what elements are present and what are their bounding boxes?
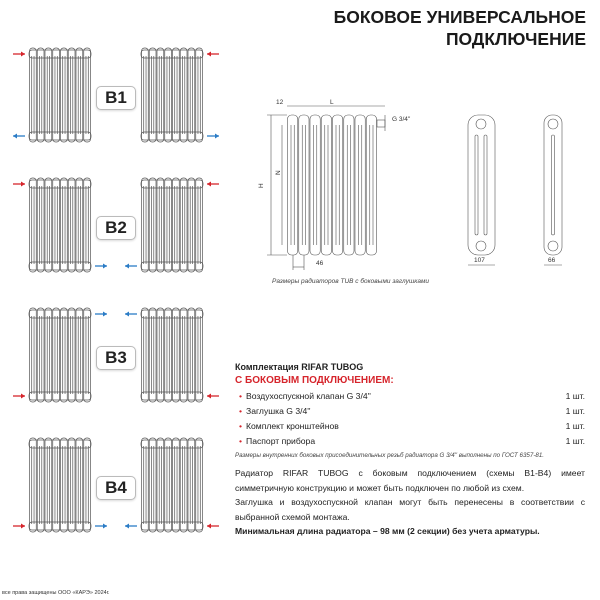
flow-arrow-icon: [13, 134, 25, 139]
flow-arrow-icon: [13, 52, 25, 57]
flow-arrow-icon: [207, 524, 219, 529]
flow-arrow-icon: [125, 312, 137, 317]
dimension-drawing: [267, 106, 562, 270]
kit-list: [235, 391, 585, 446]
kit-heading: Комплектация RIFAR TUBOG: [235, 362, 364, 372]
bullet-icon: •: [239, 391, 243, 401]
flow-arrow-icon: [95, 312, 107, 317]
flow-arrow-icon: [13, 182, 25, 187]
scheme-label-b3: B3: [96, 346, 136, 370]
bullet-icon: •: [239, 436, 243, 446]
radiator-b2-left: [29, 178, 91, 272]
kit-item-qty: 1 шт.: [565, 436, 585, 446]
bullet-icon: •: [239, 421, 243, 431]
description-p3: Минимальная длина радиатора – 98 мм (2 секции) без учета арматуры.: [235, 526, 540, 537]
flow-arrow-icon: [13, 394, 25, 399]
dim-pitch: 46: [316, 260, 324, 267]
flow-arrow-icon: [207, 52, 219, 57]
description-p1: Радиатор RIFAR TUBOG с боковым подключением (схемы В1-В4) имеет симметричную конструкцию и может быть подключен по любой из схем.: [235, 468, 585, 493]
flow-arrow-icon: [207, 182, 219, 187]
scheme-label-b1: B1: [96, 86, 136, 110]
flow-arrow-icon: [13, 524, 25, 529]
page-title: [334, 6, 586, 50]
radiator-b3-left: [29, 308, 91, 402]
title-line-1: БОКОВОЕ УНИВЕРСАЛЬНОЕ: [333, 7, 586, 27]
kit-item-name: [235, 436, 315, 446]
copyright: все права защищены ООО «КАРЭ» 2024г.: [2, 590, 110, 596]
flow-arrow-icon: [95, 524, 107, 529]
dim-depth-side: 66: [548, 257, 556, 264]
kit-note: Размеры внутренних боковых присоединительных резьб радиатора G 3/4'' выполнены по ГОСТ 6357-81.: [235, 452, 544, 459]
radiator-b2-right: [141, 178, 203, 272]
radiator-b4-left: [29, 438, 91, 532]
description-p2: Заглушка и воздухоспускной клапан могут быть перенесены в соответствии с выбранной схемой монтажа.: [235, 497, 585, 522]
kit-item: [235, 436, 585, 446]
kit-item-qty: 1 шт.: [565, 421, 585, 431]
kit-subheading: С БОКОВЫМ ПОДКЛЮЧЕНИЕМ:: [235, 375, 394, 386]
kit-item-label: Воздухоспускной клапан G 3/4'': [246, 391, 371, 401]
flow-arrow-icon: [207, 394, 219, 399]
flow-arrow-icon: [125, 524, 137, 529]
kit-item: [235, 421, 585, 431]
kit-item-label: Заглушка G 3/4'': [246, 406, 311, 416]
scheme-label-b4: B4: [96, 476, 136, 500]
radiator-b1-left: [29, 48, 91, 142]
kit-item-qty: 1 шт.: [565, 406, 585, 416]
title-line-2: ПОДКЛЮЧЕНИЕ: [445, 29, 586, 49]
dim-depth-front: 107: [474, 257, 485, 264]
dim-height: H: [258, 183, 265, 188]
drawing-caption: Размеры радиаторов TUB с боковыми заглушками: [272, 278, 430, 285]
kit-item-qty: 1 шт.: [565, 391, 585, 401]
kit-item: [235, 391, 585, 401]
flow-arrow-icon: [95, 264, 107, 269]
kit-item: [235, 406, 585, 416]
flow-arrow-icon: [207, 134, 219, 139]
bullet-icon: •: [239, 406, 243, 416]
kit-item-label: Паспорт прибора: [246, 436, 316, 446]
kit-item-name: [235, 421, 339, 431]
dim-length: L: [330, 99, 334, 106]
kit-item-name: [235, 391, 371, 401]
flow-arrow-icon: [125, 264, 137, 269]
kit-item-name: [235, 406, 311, 416]
kit-section: [235, 362, 585, 459]
radiator-b4-right: [141, 438, 203, 532]
radiator-b3-right: [141, 308, 203, 402]
description: [235, 466, 585, 539]
radiator-b1-right: [141, 48, 203, 142]
dim-axis: N: [275, 170, 282, 175]
dim-offset: 12: [276, 99, 284, 106]
dim-thread: G 3/4'': [392, 116, 411, 123]
kit-item-label: Комплект кронштейнов: [246, 421, 339, 431]
scheme-label-b2: B2: [96, 216, 136, 240]
